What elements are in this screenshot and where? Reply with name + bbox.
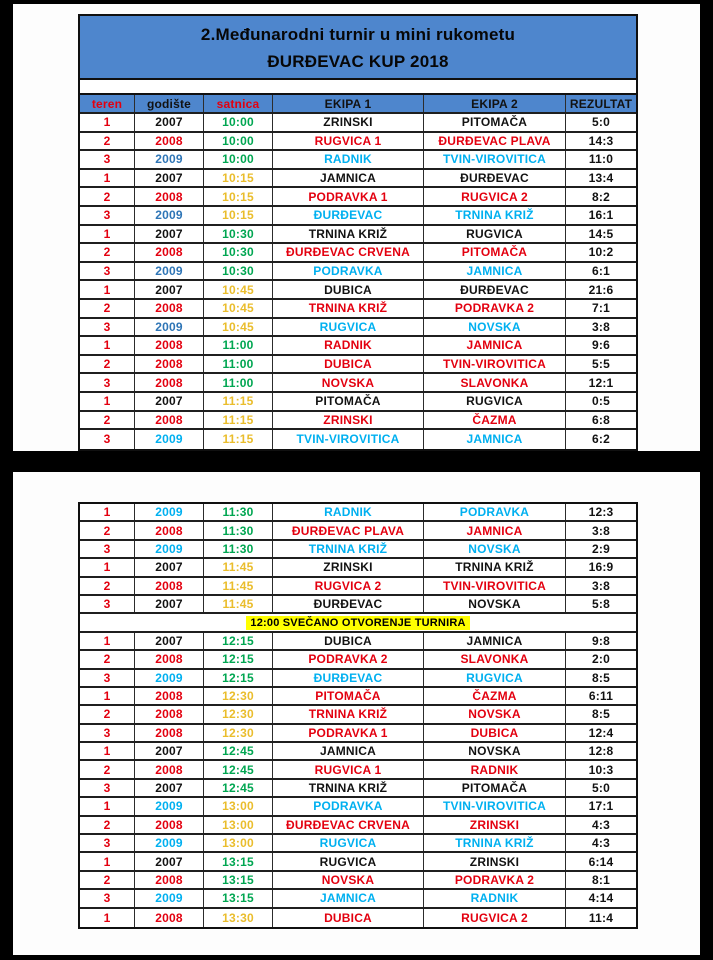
result-cell: 8:2 bbox=[592, 189, 610, 204]
match-row bbox=[80, 504, 636, 522]
team1-cell: PITOMAČA bbox=[273, 393, 424, 410]
team2-cell: NOVSKA bbox=[424, 743, 566, 759]
teren-cell: 2 bbox=[80, 578, 135, 594]
godiste-cell: 2009 bbox=[135, 541, 204, 557]
team1-cell: TRNINA KRIŽ bbox=[273, 226, 424, 243]
result-cell: 11:4 bbox=[588, 910, 614, 925]
teren-cell: 2 bbox=[80, 356, 135, 373]
tournament-title-line1: 2.Međunarodni turnir u mini rukometu bbox=[200, 25, 516, 44]
teren-cell: 1 bbox=[80, 909, 135, 927]
team1-cell: JAMNICA bbox=[273, 890, 424, 906]
teren-cell: 2 bbox=[80, 412, 135, 429]
match-row bbox=[80, 374, 636, 393]
time-cell: 11:15 bbox=[204, 430, 273, 449]
time-cell: 10:15 bbox=[204, 207, 273, 224]
godiste-cell: 2009 bbox=[135, 890, 204, 906]
team1-cell: RUGVICA 2 bbox=[273, 578, 424, 594]
match-row bbox=[80, 133, 636, 152]
godiste-cell: 2007 bbox=[135, 853, 204, 869]
team2-cell: ČAZMA bbox=[424, 412, 566, 429]
team1-cell: PODRAVKA 1 bbox=[273, 725, 424, 741]
ceremony-row bbox=[80, 614, 636, 632]
team2-cell: JAMNICA bbox=[424, 633, 566, 649]
team1-cell: RUGVICA bbox=[273, 319, 424, 336]
team1-cell: DUBICA bbox=[273, 281, 424, 298]
result-cell: 16:9 bbox=[588, 560, 614, 575]
team1-cell: ĐURĐEVAC bbox=[273, 596, 424, 612]
time-cell: 10:45 bbox=[204, 300, 273, 317]
teren-cell: 3 bbox=[80, 596, 135, 612]
team1-cell: TVIN-VIROVITICA bbox=[273, 430, 424, 449]
teren-cell: 1 bbox=[80, 337, 135, 354]
time-cell: 13:00 bbox=[204, 817, 273, 833]
team1-cell: DUBICA bbox=[273, 633, 424, 649]
result-cell: 3:8 bbox=[592, 523, 610, 538]
table-header-row bbox=[80, 95, 636, 114]
godiste-cell: 2008 bbox=[135, 356, 204, 373]
match-row bbox=[80, 226, 636, 245]
godiste-cell: 2007 bbox=[135, 559, 204, 575]
godiste-cell: 2009 bbox=[135, 263, 204, 280]
time-cell: 11:00 bbox=[204, 337, 273, 354]
result-cell: 4:3 bbox=[592, 817, 610, 832]
match-row bbox=[80, 412, 636, 431]
result-cell: 17:1 bbox=[588, 799, 614, 814]
match-row bbox=[80, 356, 636, 375]
teren-cell: 3 bbox=[80, 207, 135, 224]
godiste-cell: 2008 bbox=[135, 761, 204, 777]
team2-cell: PODRAVKA 2 bbox=[424, 872, 566, 888]
schedule-sheet-1 bbox=[78, 14, 638, 451]
time-cell: 10:15 bbox=[204, 188, 273, 205]
teren-cell: 3 bbox=[80, 541, 135, 557]
team2-cell: TRNINA KRIŽ bbox=[424, 835, 566, 851]
team1-cell: PODRAVKA 1 bbox=[273, 188, 424, 205]
result-cell: 2:0 bbox=[592, 652, 610, 667]
tournament-title bbox=[78, 14, 638, 80]
teren-cell: 3 bbox=[80, 670, 135, 686]
godiste-cell: 2008 bbox=[135, 725, 204, 741]
result-cell: 6:2 bbox=[592, 432, 610, 447]
time-cell: 13:15 bbox=[204, 853, 273, 869]
time-cell: 12:45 bbox=[204, 761, 273, 777]
team2-cell: RUGVICA bbox=[424, 670, 566, 686]
team1-cell: NOVSKA bbox=[273, 374, 424, 391]
result-cell: 5:0 bbox=[592, 781, 610, 796]
team2-cell: NOVSKA bbox=[424, 319, 566, 336]
time-cell: 11:45 bbox=[204, 596, 273, 612]
teren-cell: 3 bbox=[80, 890, 135, 906]
team2-cell: NOVSKA bbox=[424, 596, 566, 612]
godiste-cell: 2007 bbox=[135, 780, 204, 796]
match-row bbox=[80, 596, 636, 614]
time-cell: 11:00 bbox=[204, 374, 273, 391]
teren-cell: 1 bbox=[80, 688, 135, 704]
match-row bbox=[80, 559, 636, 577]
team2-cell: RUGVICA bbox=[424, 393, 566, 410]
godiste-cell: 2007 bbox=[135, 226, 204, 243]
team2-cell: JAMNICA bbox=[424, 337, 566, 354]
time-cell: 13:15 bbox=[204, 890, 273, 906]
teren-cell: 1 bbox=[80, 504, 135, 520]
match-row bbox=[80, 207, 636, 226]
team2-cell: ZRINSKI bbox=[424, 853, 566, 869]
godiste-cell: 2008 bbox=[135, 522, 204, 538]
team2-cell: NOVSKA bbox=[424, 541, 566, 557]
teren-cell: 3 bbox=[80, 319, 135, 336]
team2-cell: PITOMAČA bbox=[424, 244, 566, 261]
schedule-panel-morning bbox=[13, 4, 700, 451]
result-cell: 14:3 bbox=[588, 133, 614, 148]
result-cell: 8:5 bbox=[592, 707, 610, 722]
time-cell: 13:15 bbox=[204, 872, 273, 888]
result-cell: 2:9 bbox=[592, 541, 610, 556]
result-cell: 0:5 bbox=[592, 394, 610, 409]
match-row bbox=[80, 835, 636, 853]
team1-cell: ĐURĐEVAC CRVENA bbox=[273, 817, 424, 833]
team1-cell: PODRAVKA bbox=[273, 798, 424, 814]
result-cell: 6:1 bbox=[592, 264, 610, 279]
teren-cell: 3 bbox=[80, 263, 135, 280]
teren-cell: 3 bbox=[80, 725, 135, 741]
godiste-cell: 2008 bbox=[135, 578, 204, 594]
teren-cell: 1 bbox=[80, 281, 135, 298]
teren-cell: 1 bbox=[80, 743, 135, 759]
godiste-cell: 2008 bbox=[135, 337, 204, 354]
team1-cell: JAMNICA bbox=[273, 743, 424, 759]
time-cell: 11:45 bbox=[204, 578, 273, 594]
match-row bbox=[80, 651, 636, 669]
match-row bbox=[80, 151, 636, 170]
schedule-sheet-2 bbox=[78, 502, 638, 929]
godiste-cell: 2009 bbox=[135, 798, 204, 814]
match-row bbox=[80, 263, 636, 282]
godiste-cell: 2009 bbox=[135, 207, 204, 224]
team1-cell: TRNINA KRIŽ bbox=[273, 541, 424, 557]
team1-cell: RADNIK bbox=[273, 151, 424, 168]
time-cell: 10:45 bbox=[204, 319, 273, 336]
result-cell: 16:1 bbox=[588, 208, 614, 223]
time-cell: 11:15 bbox=[204, 393, 273, 410]
match-row bbox=[80, 761, 636, 779]
team2-cell: TVIN-VIROVITICA bbox=[424, 578, 566, 594]
team2-cell: TRNINA KRIŽ bbox=[424, 559, 566, 575]
time-cell: 10:00 bbox=[204, 151, 273, 168]
teren-cell: 1 bbox=[80, 170, 135, 187]
godiste-cell: 2007 bbox=[135, 633, 204, 649]
team1-cell: ĐURĐEVAC PLAVA bbox=[273, 522, 424, 538]
teren-cell: 2 bbox=[80, 188, 135, 205]
team1-cell: RADNIK bbox=[273, 504, 424, 520]
godiste-cell: 2008 bbox=[135, 133, 204, 150]
time-cell: 12:45 bbox=[204, 780, 273, 796]
teren-cell: 2 bbox=[80, 651, 135, 667]
column-header-ekipa-2: EKIPA 2 bbox=[424, 95, 566, 112]
time-cell: 12:15 bbox=[204, 651, 273, 667]
match-row bbox=[80, 170, 636, 189]
team1-cell: RUGVICA 1 bbox=[273, 133, 424, 150]
godiste-cell: 2009 bbox=[135, 430, 204, 449]
team1-cell: ZRINSKI bbox=[273, 412, 424, 429]
time-cell: 13:00 bbox=[204, 798, 273, 814]
match-row bbox=[80, 578, 636, 596]
team1-cell: RUGVICA 1 bbox=[273, 761, 424, 777]
time-cell: 12:15 bbox=[204, 633, 273, 649]
godiste-cell: 2007 bbox=[135, 170, 204, 187]
team1-cell: ZRINSKI bbox=[273, 114, 424, 131]
match-row bbox=[80, 909, 636, 927]
column-header-ekipa-1: EKIPA 1 bbox=[273, 95, 424, 112]
match-row bbox=[80, 114, 636, 133]
result-cell: 12:4 bbox=[588, 725, 614, 740]
godiste-cell: 2008 bbox=[135, 817, 204, 833]
godiste-cell: 2007 bbox=[135, 393, 204, 410]
result-cell: 7:1 bbox=[592, 301, 610, 316]
tournament-title-line2: ĐURĐEVAC KUP 2018 bbox=[267, 52, 449, 71]
godiste-cell: 2007 bbox=[135, 114, 204, 131]
match-row bbox=[80, 688, 636, 706]
team2-cell: ČAZMA bbox=[424, 688, 566, 704]
team1-cell: ĐURĐEVAC CRVENA bbox=[273, 244, 424, 261]
result-cell: 12:3 bbox=[588, 505, 614, 520]
teren-cell: 1 bbox=[80, 226, 135, 243]
team2-cell: ĐURĐEVAC bbox=[424, 170, 566, 187]
team1-cell: DUBICA bbox=[273, 909, 424, 927]
time-cell: 12:45 bbox=[204, 743, 273, 759]
team2-cell: ĐURĐEVAC bbox=[424, 281, 566, 298]
team1-cell: RUGVICA bbox=[273, 853, 424, 869]
teren-cell: 1 bbox=[80, 798, 135, 814]
schedule-panel-afternoon bbox=[13, 472, 700, 955]
team2-cell: TVIN-VIROVITICA bbox=[424, 798, 566, 814]
godiste-cell: 2008 bbox=[135, 872, 204, 888]
column-header-godište: godište bbox=[135, 95, 204, 112]
match-row bbox=[80, 541, 636, 559]
matches-table-2 bbox=[78, 502, 638, 929]
result-cell: 9:6 bbox=[592, 338, 610, 353]
match-row bbox=[80, 780, 636, 798]
teren-cell: 3 bbox=[80, 430, 135, 449]
teren-cell: 2 bbox=[80, 244, 135, 261]
match-row bbox=[80, 725, 636, 743]
result-cell: 10:3 bbox=[588, 762, 614, 777]
godiste-cell: 2009 bbox=[135, 835, 204, 851]
team2-cell: TVIN-VIROVITICA bbox=[424, 356, 566, 373]
match-row bbox=[80, 188, 636, 207]
result-cell: 6:8 bbox=[592, 412, 610, 427]
result-cell: 8:5 bbox=[592, 670, 610, 685]
team1-cell: ĐURĐEVAC bbox=[273, 670, 424, 686]
team1-cell: TRNINA KRIŽ bbox=[273, 780, 424, 796]
team1-cell: NOVSKA bbox=[273, 872, 424, 888]
match-row bbox=[80, 337, 636, 356]
godiste-cell: 2009 bbox=[135, 504, 204, 520]
column-header-satnica: satnica bbox=[204, 95, 273, 112]
time-cell: 11:15 bbox=[204, 412, 273, 429]
result-cell: 5:5 bbox=[592, 357, 610, 372]
godiste-cell: 2008 bbox=[135, 909, 204, 927]
result-cell: 14:5 bbox=[588, 226, 614, 241]
godiste-cell: 2007 bbox=[135, 743, 204, 759]
match-row bbox=[80, 743, 636, 761]
team1-cell: PITOMAČA bbox=[273, 688, 424, 704]
team2-cell: RADNIK bbox=[424, 890, 566, 906]
time-cell: 11:30 bbox=[204, 541, 273, 557]
teren-cell: 2 bbox=[80, 817, 135, 833]
godiste-cell: 2008 bbox=[135, 651, 204, 667]
time-cell: 12:30 bbox=[204, 725, 273, 741]
result-cell: 8:1 bbox=[592, 873, 610, 887]
spacer-row bbox=[78, 80, 638, 93]
team2-cell: NOVSKA bbox=[424, 706, 566, 722]
time-cell: 10:15 bbox=[204, 170, 273, 187]
time-cell: 10:30 bbox=[204, 226, 273, 243]
godiste-cell: 2008 bbox=[135, 244, 204, 261]
team1-cell: TRNINA KRIŽ bbox=[273, 300, 424, 317]
team2-cell: RADNIK bbox=[424, 761, 566, 777]
match-row bbox=[80, 393, 636, 412]
time-cell: 10:30 bbox=[204, 244, 273, 261]
teren-cell: 1 bbox=[80, 393, 135, 410]
godiste-cell: 2007 bbox=[135, 281, 204, 298]
match-row bbox=[80, 706, 636, 724]
match-row bbox=[80, 319, 636, 338]
result-cell: 5:8 bbox=[592, 597, 610, 612]
result-cell: 3:8 bbox=[592, 319, 610, 334]
result-cell: 12:8 bbox=[588, 744, 614, 759]
teren-cell: 1 bbox=[80, 559, 135, 575]
result-cell: 21:6 bbox=[588, 282, 614, 297]
team1-cell: ĐURĐEVAC bbox=[273, 207, 424, 224]
team1-cell: TRNINA KRIŽ bbox=[273, 706, 424, 722]
godiste-cell: 2009 bbox=[135, 319, 204, 336]
match-row bbox=[80, 430, 636, 449]
result-cell: 10:2 bbox=[588, 245, 614, 260]
matches-table-1 bbox=[78, 93, 638, 451]
match-row bbox=[80, 281, 636, 300]
match-row bbox=[80, 633, 636, 651]
match-row bbox=[80, 670, 636, 688]
teren-cell: 2 bbox=[80, 872, 135, 888]
result-cell: 3:8 bbox=[592, 578, 610, 593]
time-cell: 11:30 bbox=[204, 504, 273, 520]
team2-cell: SLAVONKA bbox=[424, 651, 566, 667]
teren-cell: 1 bbox=[80, 853, 135, 869]
godiste-cell: 2008 bbox=[135, 412, 204, 429]
result-cell: 4:14 bbox=[588, 891, 614, 906]
godiste-cell: 2008 bbox=[135, 188, 204, 205]
team2-cell: JAMNICA bbox=[424, 430, 566, 449]
teren-cell: 3 bbox=[80, 374, 135, 391]
godiste-cell: 2007 bbox=[135, 596, 204, 612]
teren-cell: 1 bbox=[80, 633, 135, 649]
teren-cell: 2 bbox=[80, 522, 135, 538]
team2-cell: PODRAVKA 2 bbox=[424, 300, 566, 317]
teren-cell: 3 bbox=[80, 780, 135, 796]
team1-cell: PODRAVKA bbox=[273, 263, 424, 280]
team2-cell: RUGVICA 2 bbox=[424, 188, 566, 205]
result-cell: 12:1 bbox=[588, 375, 614, 390]
time-cell: 12:30 bbox=[204, 688, 273, 704]
team2-cell: TRNINA KRIŽ bbox=[424, 207, 566, 224]
godiste-cell: 2008 bbox=[135, 300, 204, 317]
godiste-cell: 2009 bbox=[135, 151, 204, 168]
team2-cell: ZRINSKI bbox=[424, 817, 566, 833]
result-cell: 6:14 bbox=[588, 854, 614, 869]
team2-cell: PITOMAČA bbox=[424, 114, 566, 131]
team2-cell: PODRAVKA bbox=[424, 504, 566, 520]
team1-cell: DUBICA bbox=[273, 356, 424, 373]
godiste-cell: 2008 bbox=[135, 374, 204, 391]
time-cell: 11:45 bbox=[204, 559, 273, 575]
match-row bbox=[80, 244, 636, 263]
time-cell: 12:30 bbox=[204, 706, 273, 722]
team2-cell: DUBICA bbox=[424, 725, 566, 741]
teren-cell: 2 bbox=[80, 300, 135, 317]
match-row bbox=[80, 872, 636, 890]
team1-cell: JAMNICA bbox=[273, 170, 424, 187]
godiste-cell: 2009 bbox=[135, 670, 204, 686]
team2-cell: ĐURĐEVAC PLAVA bbox=[424, 133, 566, 150]
team2-cell: RUGVICA 2 bbox=[424, 909, 566, 927]
time-cell: 13:00 bbox=[204, 835, 273, 851]
teren-cell: 3 bbox=[80, 835, 135, 851]
time-cell: 11:30 bbox=[204, 522, 273, 538]
team2-cell: PITOMAČA bbox=[424, 780, 566, 796]
match-row bbox=[80, 853, 636, 871]
result-cell: 9:8 bbox=[592, 633, 610, 648]
team2-cell: TVIN-VIROVITICA bbox=[424, 151, 566, 168]
result-cell: 5:0 bbox=[592, 115, 610, 130]
column-header-rezultat: REZULTAT bbox=[569, 96, 633, 111]
match-row bbox=[80, 890, 636, 908]
time-cell: 10:00 bbox=[204, 114, 273, 131]
teren-cell: 1 bbox=[80, 114, 135, 131]
match-row bbox=[80, 300, 636, 319]
teren-cell: 2 bbox=[80, 706, 135, 722]
godiste-cell: 2008 bbox=[135, 706, 204, 722]
teren-cell: 2 bbox=[80, 761, 135, 777]
teren-cell: 3 bbox=[80, 151, 135, 168]
match-row bbox=[80, 798, 636, 816]
time-cell: 10:30 bbox=[204, 263, 273, 280]
result-cell: 13:4 bbox=[588, 171, 614, 186]
godiste-cell: 2008 bbox=[135, 688, 204, 704]
match-row bbox=[80, 522, 636, 540]
column-header-teren: teren bbox=[80, 95, 135, 112]
teren-cell: 2 bbox=[80, 133, 135, 150]
result-cell: 6:11 bbox=[588, 689, 614, 704]
team1-cell: ZRINSKI bbox=[273, 559, 424, 575]
result-cell: 4:3 bbox=[592, 836, 610, 851]
team1-cell: RADNIK bbox=[273, 337, 424, 354]
time-cell: 12:15 bbox=[204, 670, 273, 686]
team1-cell: RUGVICA bbox=[273, 835, 424, 851]
team2-cell: RUGVICA bbox=[424, 226, 566, 243]
team2-cell: JAMNICA bbox=[424, 263, 566, 280]
time-cell: 10:45 bbox=[204, 281, 273, 298]
match-row bbox=[80, 817, 636, 835]
time-cell: 10:00 bbox=[204, 133, 273, 150]
time-cell: 13:30 bbox=[204, 909, 273, 927]
team1-cell: PODRAVKA 2 bbox=[273, 651, 424, 667]
result-cell: 11:0 bbox=[588, 152, 614, 167]
team2-cell: JAMNICA bbox=[424, 522, 566, 538]
time-cell: 11:00 bbox=[204, 356, 273, 373]
ceremony-text: 12:00 SVEČANO OTVORENJE TURNIRA bbox=[246, 616, 469, 630]
team2-cell: SLAVONKA bbox=[424, 374, 566, 391]
